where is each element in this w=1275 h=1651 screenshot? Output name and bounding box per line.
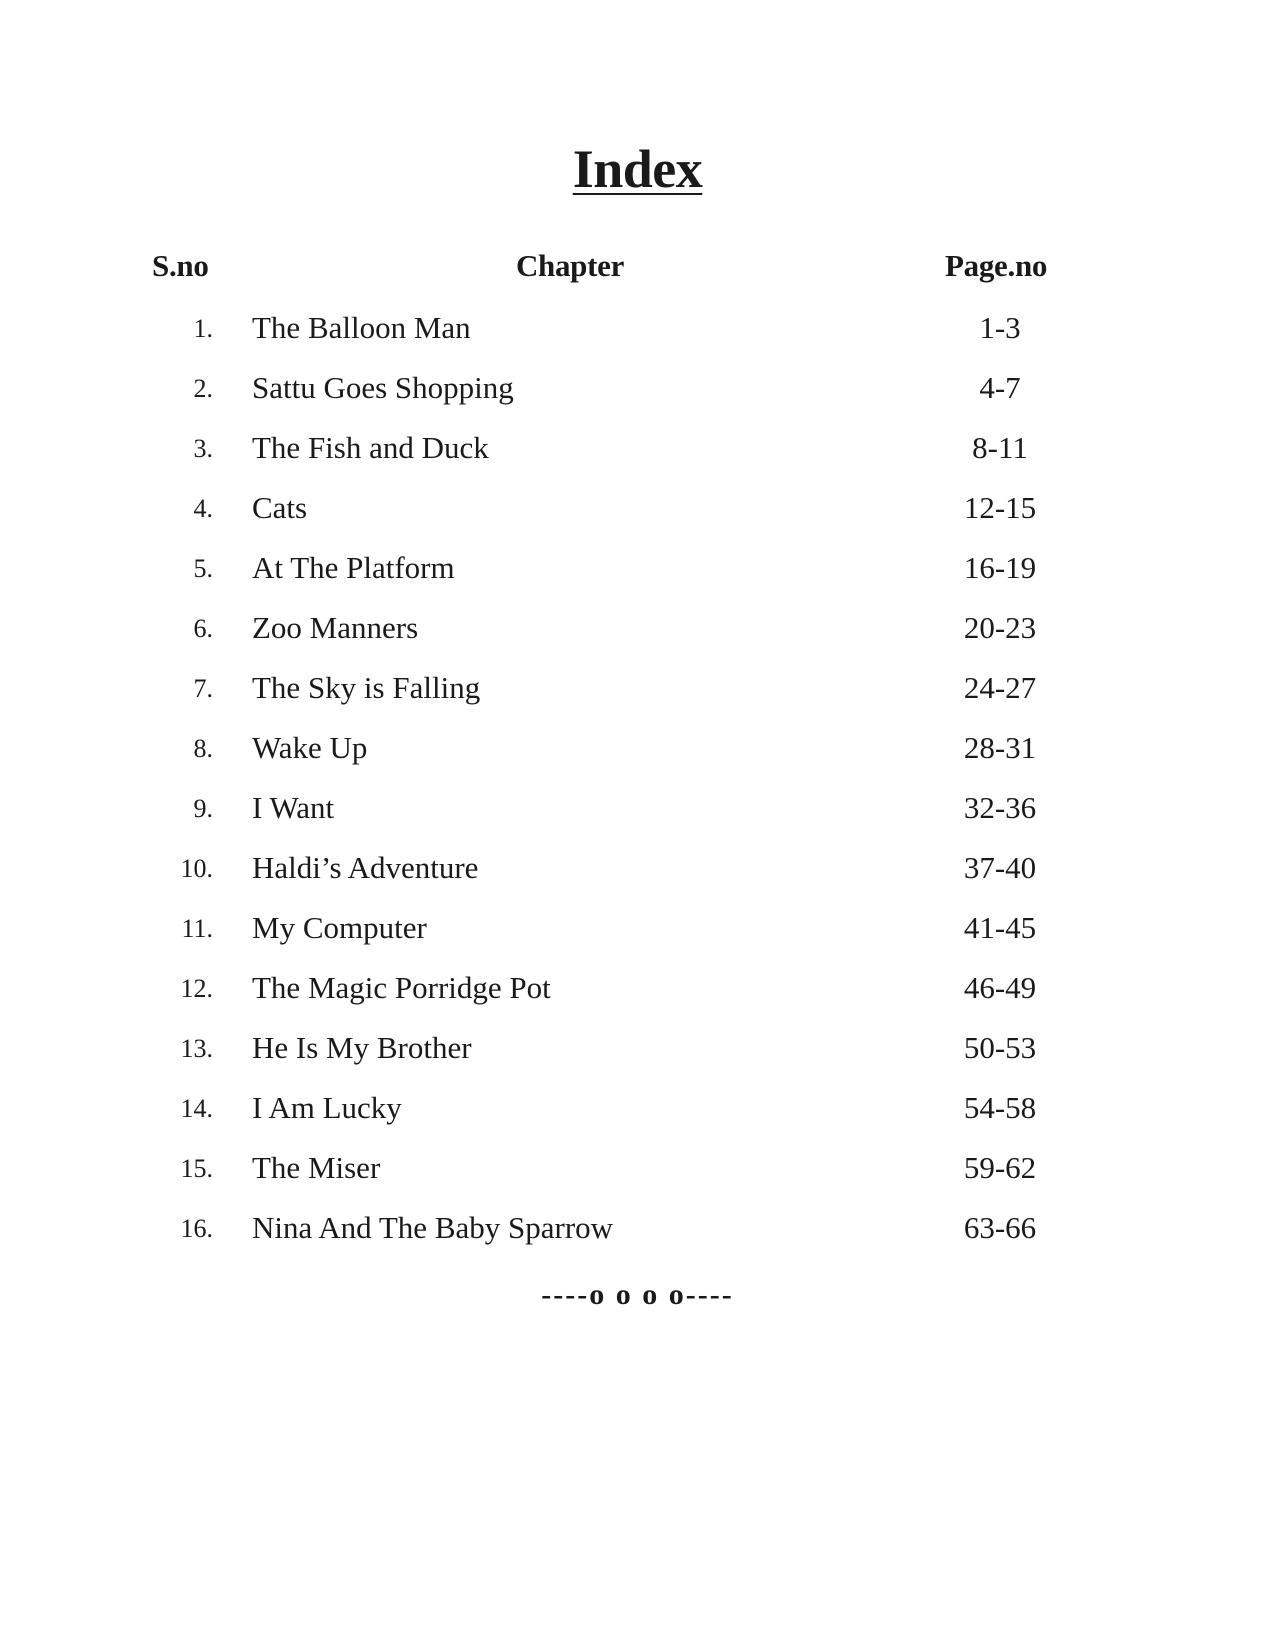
row-page-range: 12-15 (963, 490, 1037, 525)
table-row (0, 1026, 1275, 1086)
column-header-sno: S.no (152, 248, 209, 283)
table-row (0, 486, 1275, 546)
row-chapter-title: I Want (252, 790, 335, 825)
row-page-range: 28-31 (963, 730, 1037, 765)
row-chapter-title: Haldi’s Adventure (252, 850, 479, 885)
index-table (0, 306, 1275, 1266)
column-header-page: Page.no (945, 248, 1048, 283)
table-row (0, 906, 1275, 966)
row-page-range: 8-11 (972, 430, 1028, 465)
row-sno: 14. (180, 1094, 213, 1123)
row-chapter-title: Wake Up (252, 730, 368, 765)
row-sno: 6. (193, 614, 213, 643)
row-sno: 8. (193, 734, 213, 763)
column-header-chapter: Chapter (515, 248, 625, 283)
row-page-range: 59-62 (963, 1150, 1037, 1185)
row-sno: 1. (193, 314, 213, 343)
row-chapter-title: Nina And The Baby Sparrow (252, 1210, 614, 1245)
row-page-range: 50-53 (963, 1030, 1037, 1065)
row-chapter-title: The Miser (252, 1150, 381, 1185)
table-row (0, 546, 1275, 606)
page-title: Index (572, 139, 703, 199)
row-sno: 16. (180, 1214, 213, 1243)
row-page-range: 4-7 (979, 370, 1021, 405)
row-chapter-title: Sattu Goes Shopping (252, 370, 514, 405)
row-sno: 9. (193, 794, 213, 823)
table-row (0, 1146, 1275, 1206)
row-sno: 12. (180, 974, 213, 1003)
row-sno: 4. (193, 494, 213, 523)
table-row (0, 726, 1275, 786)
closing-ornament: ----o o o o---- (541, 1278, 734, 1311)
row-sno: 10. (180, 854, 213, 883)
row-page-range: 32-36 (963, 790, 1037, 825)
row-chapter-title: The Magic Porridge Pot (252, 970, 551, 1005)
table-row (0, 426, 1275, 486)
table-row (0, 846, 1275, 906)
row-page-range: 16-19 (963, 550, 1037, 585)
table-row (0, 1086, 1275, 1146)
row-chapter-title: The Fish and Duck (252, 430, 489, 465)
row-page-range: 20-23 (963, 610, 1037, 645)
table-row (0, 1206, 1275, 1266)
table-row (0, 666, 1275, 726)
row-chapter-title: He Is My Brother (252, 1030, 472, 1065)
row-sno: 7. (193, 674, 213, 703)
row-page-range: 24-27 (963, 670, 1037, 705)
row-sno: 11. (181, 914, 213, 943)
row-page-range: 46-49 (963, 970, 1037, 1005)
row-page-range: 54-58 (963, 1090, 1037, 1125)
row-chapter-title: Cats (252, 490, 308, 525)
table-row (0, 366, 1275, 426)
row-page-range: 63-66 (963, 1210, 1037, 1245)
row-sno: 5. (193, 554, 213, 583)
row-page-range: 37-40 (963, 850, 1037, 885)
row-chapter-title: My Computer (252, 910, 427, 945)
row-sno: 2. (193, 374, 213, 403)
row-chapter-title: Zoo Manners (252, 610, 419, 645)
row-page-range: 41-45 (963, 910, 1037, 945)
table-row (0, 306, 1275, 366)
table-row (0, 606, 1275, 666)
row-sno: 15. (180, 1154, 213, 1183)
row-chapter-title: I Am Lucky (252, 1090, 402, 1125)
row-chapter-title: At The Platform (252, 550, 455, 585)
row-page-range: 1-3 (979, 310, 1021, 345)
row-sno: 3. (193, 434, 213, 463)
table-row (0, 786, 1275, 846)
row-chapter-title: The Sky is Falling (252, 670, 481, 705)
row-sno: 13. (180, 1034, 213, 1063)
row-chapter-title: The Balloon Man (252, 310, 471, 345)
table-row (0, 966, 1275, 1026)
